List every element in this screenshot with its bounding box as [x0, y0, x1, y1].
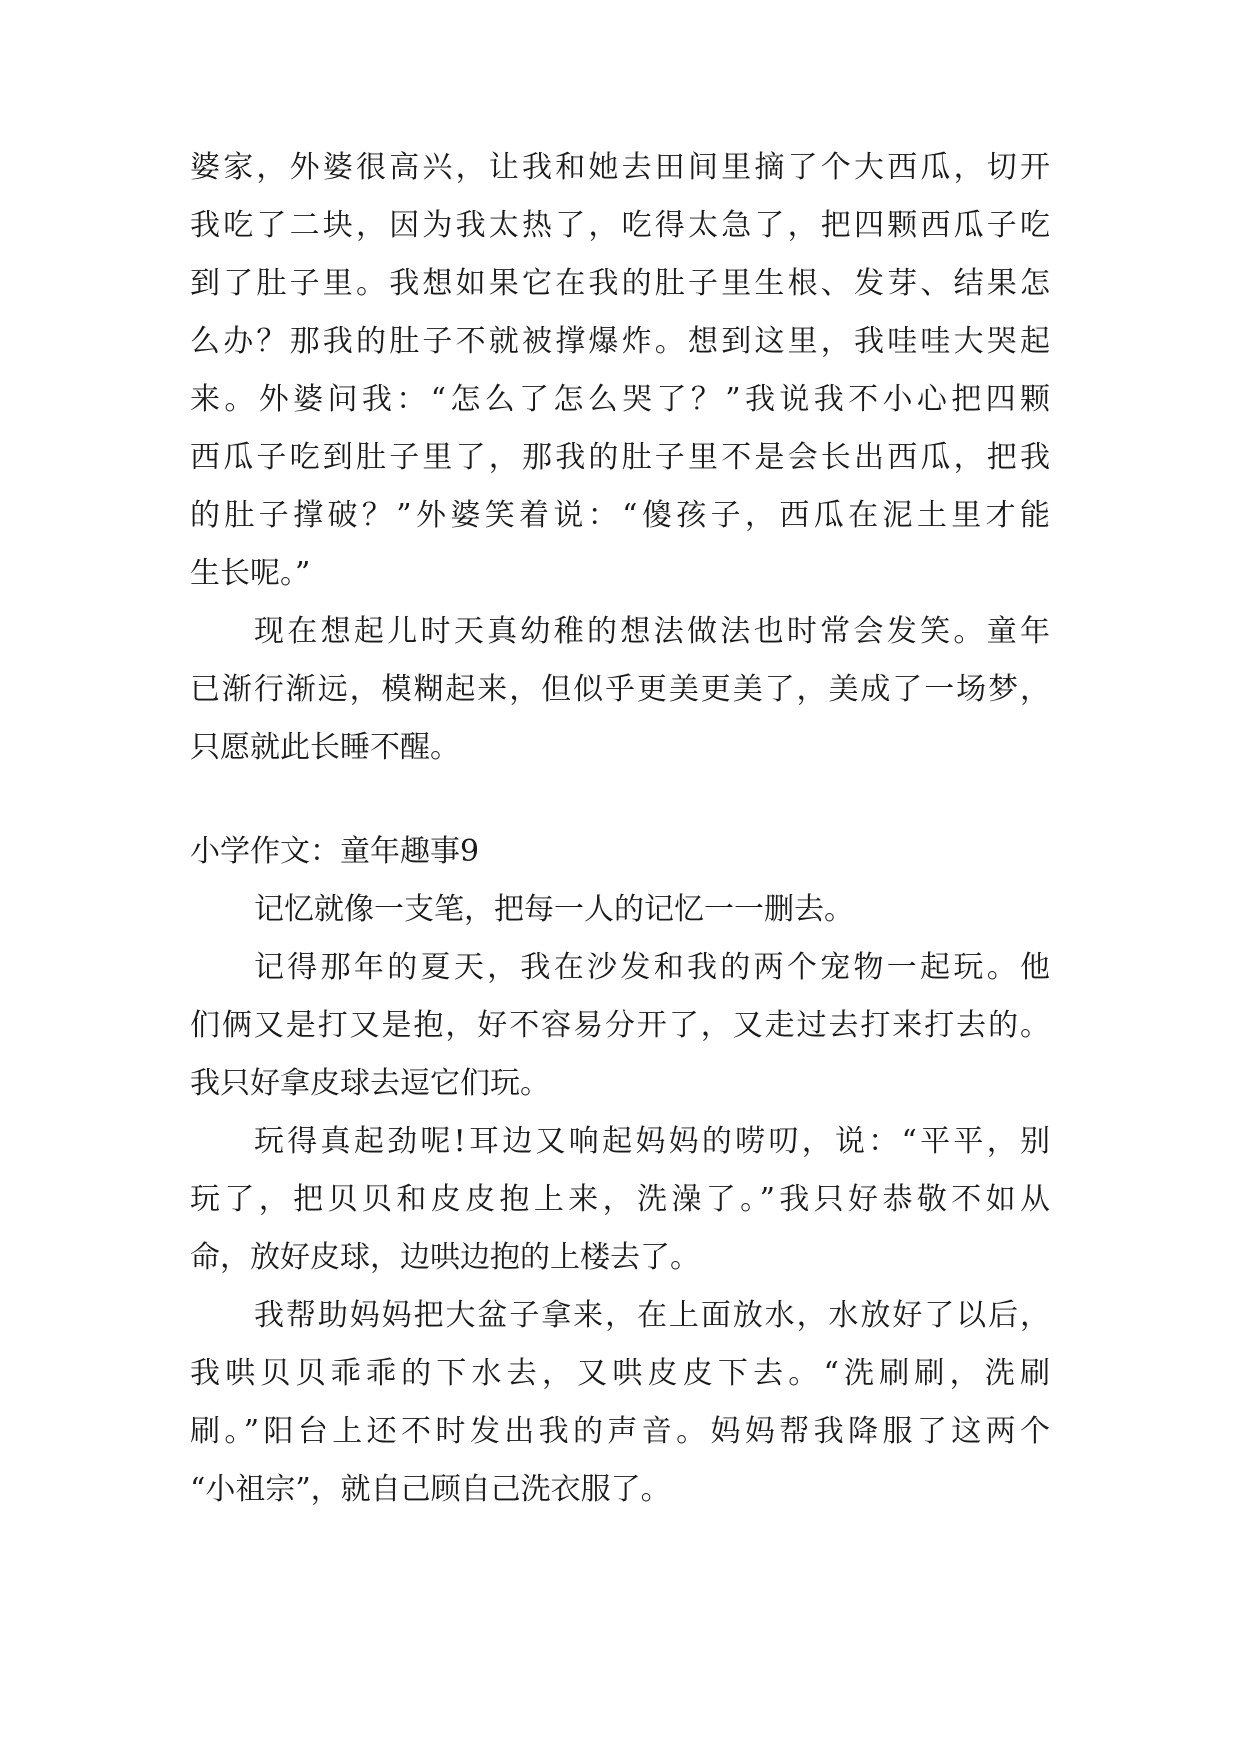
paragraph-5-line-1: 玩得真起劲呢!耳边又响起妈妈的唠叨，说：“平平，别 [254, 1124, 1050, 1159]
section-heading: 小学作文：童年趣事9 [190, 834, 480, 869]
paragraph-6-line-1: 我帮助妈妈把大盆子拿来，在上面放水，水放好了以后， [254, 1298, 1050, 1333]
paragraph-2-line-2: 已渐行渐远，模糊起来，但似乎更美更美了，美成了一场梦， [190, 672, 1050, 707]
paragraph-5-line-3: 命，放好皮球，边哄边抱的上楼去了。 [190, 1240, 700, 1275]
paragraph-1-line-6: 西瓜子吃到肚子里了，那我的肚子里不是会长出西瓜，把我 [190, 440, 1050, 475]
paragraph-6-line-4: “小祖宗”，就自己顾自己洗衣服了。 [190, 1472, 671, 1507]
paragraph-4-line-2: 们俩又是打又是抱，好不容易分开了，又走过去打来打去的。 [190, 1008, 1050, 1043]
paragraph-6-line-3: 刷。”阳台上还不时发出我的声音。妈妈帮我降服了这两个 [190, 1414, 1050, 1449]
paragraph-4-line-3: 我只好拿皮球去逗它们玩。 [190, 1066, 550, 1101]
paragraph-4-line-1: 记得那年的夏天，我在沙发和我的两个宠物一起玩。他 [254, 950, 1050, 985]
paragraph-1-line-5: 来。外婆问我：“怎么了怎么哭了？”我说我不小心把四颗 [190, 382, 1050, 417]
paragraph-1-line-4: 么办？那我的肚子不就被撑爆炸。想到这里，我哇哇大哭起 [190, 324, 1050, 359]
paragraph-1-line-1: 婆家，外婆很高兴，让我和她去田间里摘了个大西瓜，切开 [190, 150, 1050, 185]
paragraph-3-line-1: 记忆就像一支笔，把每一人的记忆一一删去。 [254, 892, 854, 927]
paragraph-2-line-3: 只愿就此长睡不醒。 [190, 730, 460, 765]
paragraph-6-line-2: 我哄贝贝乖乖的下水去，又哄皮皮下去。“洗刷刷，洗刷 [190, 1356, 1050, 1391]
paragraph-1-line-3: 到了肚子里。我想如果它在我的肚子里生根、发芽、结果怎 [190, 266, 1050, 301]
paragraph-1-line-8: 生长呢。” [190, 556, 311, 591]
paragraph-2-line-1: 现在想起儿时天真幼稚的想法做法也时常会发笑。童年 [254, 614, 1050, 649]
paragraph-1-line-7: 的肚子撑破？”外婆笑着说：“傻孩子，西瓜在泥土里才能 [190, 498, 1050, 533]
paragraph-5-line-2: 玩了，把贝贝和皮皮抱上来，洗澡了。”我只好恭敬不如从 [190, 1182, 1050, 1217]
paragraph-1-line-2: 我吃了二块，因为我太热了，吃得太急了，把四颗西瓜子吃 [190, 208, 1050, 243]
